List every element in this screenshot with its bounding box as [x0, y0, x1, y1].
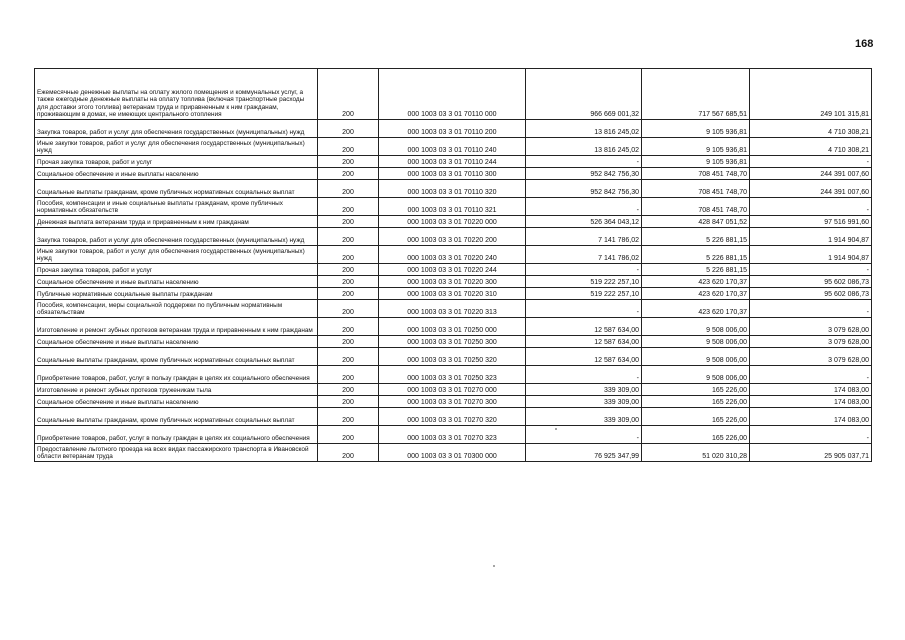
row-approved-amount: -: [526, 366, 642, 384]
row-name: Иные закупки товаров, работ и услуг для обеспечения государственных (муниципальных) нужд: [35, 246, 318, 264]
row-approved-amount: 13 816 245,02: [526, 120, 642, 138]
table-row: [35, 396, 872, 408]
row-line-code: 200: [318, 216, 379, 228]
row-executed-amount: 165 226,00: [642, 426, 750, 444]
row-approved-amount: -: [526, 426, 642, 444]
row-budget-code: 000 1003 03 3 01 70220 310: [379, 288, 526, 300]
row-approved-amount: -: [526, 156, 642, 168]
row-executed-amount: 9 508 006,00: [642, 318, 750, 336]
row-executed-amount: 165 226,00: [642, 396, 750, 408]
row-line-code: 200: [318, 120, 379, 138]
row-line-code: 200: [318, 366, 379, 384]
row-executed-amount: 423 620 170,37: [642, 300, 750, 318]
row-budget-code: 000 1003 03 3 01 70110 320: [379, 180, 526, 198]
row-approved-amount: 339 309,00: [526, 408, 642, 426]
row-budget-code: 000 1003 03 3 01 70110 000: [379, 69, 526, 120]
table-row: [35, 426, 872, 444]
table-row: [35, 228, 872, 246]
row-executed-amount: 717 567 685,51: [642, 69, 750, 120]
row-unexecuted-amount: 3 079 628,00: [750, 318, 872, 336]
table-row: [35, 180, 872, 198]
row-line-code: 200: [318, 444, 379, 462]
row-unexecuted-amount: 4 710 308,21: [750, 120, 872, 138]
row-executed-amount: 5 226 881,15: [642, 246, 750, 264]
scan-speck: [493, 565, 495, 567]
row-unexecuted-amount: 1 914 904,87: [750, 228, 872, 246]
row-name: Изготовление и ремонт зубных протезов труженикам тыла: [35, 384, 318, 396]
row-executed-amount: 51 020 310,28: [642, 444, 750, 462]
row-approved-amount: 526 364 043,12: [526, 216, 642, 228]
row-executed-amount: 9 508 006,00: [642, 348, 750, 366]
row-approved-amount: 339 309,00: [526, 384, 642, 396]
row-approved-amount: 76 925 347,99: [526, 444, 642, 462]
row-approved-amount: -: [526, 264, 642, 276]
row-line-code: 200: [318, 138, 379, 156]
row-unexecuted-amount: 1 914 904,87: [750, 246, 872, 264]
row-approved-amount: 7 141 786,02: [526, 228, 642, 246]
row-line-code: 200: [318, 300, 379, 318]
row-name: Социальные выплаты гражданам, кроме публичных нормативных социальных выплат: [35, 180, 318, 198]
row-line-code: 200: [318, 384, 379, 396]
row-budget-code: 000 1003 03 3 01 70110 240: [379, 138, 526, 156]
budget-execution-table: [34, 68, 872, 462]
page-number: 168: [855, 38, 874, 50]
row-line-code: 200: [318, 264, 379, 276]
row-line-code: 200: [318, 198, 379, 216]
row-unexecuted-amount: -: [750, 300, 872, 318]
table-row: [35, 69, 872, 120]
table-body: [35, 69, 872, 462]
row-name: Социальное обеспечение и иные выплаты населению: [35, 168, 318, 180]
row-budget-code: 000 1003 03 3 01 70270 320: [379, 408, 526, 426]
row-executed-amount: 9 105 936,81: [642, 138, 750, 156]
row-budget-code: 000 1003 03 3 01 70220 300: [379, 276, 526, 288]
row-executed-amount: 9 508 006,00: [642, 366, 750, 384]
row-executed-amount: 423 620 170,37: [642, 288, 750, 300]
table-row: [35, 288, 872, 300]
row-unexecuted-amount: 3 079 628,00: [750, 348, 872, 366]
scan-speck: [555, 428, 557, 430]
row-name: Социальные выплаты гражданам, кроме публичных нормативных социальных выплат: [35, 408, 318, 426]
row-name: Закупка товаров, работ и услуг для обеспечения государственных (муниципальных) нужд: [35, 120, 318, 138]
row-approved-amount: 339 309,00: [526, 396, 642, 408]
row-line-code: 200: [318, 180, 379, 198]
row-line-code: 200: [318, 276, 379, 288]
row-approved-amount: 519 222 257,10: [526, 276, 642, 288]
row-budget-code: 000 1003 03 3 01 70110 321: [379, 198, 526, 216]
row-budget-code: 000 1003 03 3 01 70220 313: [379, 300, 526, 318]
table-row: [35, 336, 872, 348]
row-line-code: 200: [318, 156, 379, 168]
row-budget-code: 000 1003 03 3 01 70110 200: [379, 120, 526, 138]
row-name: Социальное обеспечение и иные выплаты населению: [35, 276, 318, 288]
row-budget-code: 000 1003 03 3 01 70270 323: [379, 426, 526, 444]
table-row: [35, 156, 872, 168]
row-unexecuted-amount: 25 905 037,71: [750, 444, 872, 462]
row-line-code: 200: [318, 228, 379, 246]
row-approved-amount: 7 141 786,02: [526, 246, 642, 264]
row-line-code: 200: [318, 426, 379, 444]
row-line-code: 200: [318, 288, 379, 300]
row-approved-amount: 12 587 634,00: [526, 348, 642, 366]
table-row: [35, 366, 872, 384]
row-unexecuted-amount: -: [750, 366, 872, 384]
row-executed-amount: 165 226,00: [642, 408, 750, 426]
row-line-code: 200: [318, 408, 379, 426]
table-row: [35, 246, 872, 264]
row-name: Социальное обеспечение и иные выплаты населению: [35, 396, 318, 408]
row-name: Пособия, компенсации, меры социальной поддержки по публичным нормативным обязательствам: [35, 300, 318, 318]
table-row: [35, 198, 872, 216]
row-approved-amount: 12 587 634,00: [526, 336, 642, 348]
row-name: Иные закупки товаров, работ и услуг для обеспечения государственных (муниципальных) нужд: [35, 138, 318, 156]
table-row: [35, 444, 872, 462]
row-approved-amount: -: [526, 198, 642, 216]
row-approved-amount: 13 816 245,02: [526, 138, 642, 156]
row-budget-code: 000 1003 03 3 01 70270 300: [379, 396, 526, 408]
row-unexecuted-amount: -: [750, 264, 872, 276]
row-budget-code: 000 1003 03 3 01 70250 000: [379, 318, 526, 336]
row-budget-code: 000 1003 03 3 01 70270 000: [379, 384, 526, 396]
row-budget-code: 000 1003 03 3 01 70250 300: [379, 336, 526, 348]
row-executed-amount: 9 105 936,81: [642, 156, 750, 168]
row-line-code: 200: [318, 69, 379, 120]
row-name: Приобретение товаров, работ, услуг в пользу граждан в целях их социального обеспечения: [35, 366, 318, 384]
table-row: [35, 264, 872, 276]
row-unexecuted-amount: 174 083,00: [750, 384, 872, 396]
table-row: [35, 384, 872, 396]
row-unexecuted-amount: 244 391 007,60: [750, 180, 872, 198]
table-row: [35, 348, 872, 366]
row-budget-code: 000 1003 03 3 01 70220 200: [379, 228, 526, 246]
row-approved-amount: 12 587 634,00: [526, 318, 642, 336]
row-unexecuted-amount: 249 101 315,81: [750, 69, 872, 120]
table-row: [35, 276, 872, 288]
row-approved-amount: 519 222 257,10: [526, 288, 642, 300]
row-executed-amount: 5 226 881,15: [642, 264, 750, 276]
row-unexecuted-amount: 95 602 086,73: [750, 288, 872, 300]
row-executed-amount: 708 451 748,70: [642, 168, 750, 180]
row-budget-code: 000 1003 03 3 01 70110 300: [379, 168, 526, 180]
row-name: Ежемесячные денежные выплаты на оплату жилого помещения и коммунальных услуг, а также ежегодные денежные выплаты на оплату топлива (включая транспортные расходы для доставки этого топлива) ветеранам труда и приравненным к ним гражданам, проживающим в домах, не имеющих центрального отопления: [35, 69, 318, 120]
row-unexecuted-amount: 3 079 628,00: [750, 336, 872, 348]
row-line-code: 200: [318, 318, 379, 336]
row-unexecuted-amount: 97 516 991,60: [750, 216, 872, 228]
row-executed-amount: 165 226,00: [642, 384, 750, 396]
row-name: Закупка товаров, работ и услуг для обеспечения государственных (муниципальных) нужд: [35, 228, 318, 246]
row-name: Предоставление льготного проезда на всех видах пассажирского транспорта в Ивановской области ветеранам труда: [35, 444, 318, 462]
row-budget-code: 000 1003 03 3 01 70110 244: [379, 156, 526, 168]
row-name: Пособия, компенсации и иные социальные выплаты гражданам, кроме публичных нормативных обязательств: [35, 198, 318, 216]
table-row: [35, 408, 872, 426]
row-budget-code: 000 1003 03 3 01 70300 000: [379, 444, 526, 462]
row-budget-code: 000 1003 03 3 01 70250 320: [379, 348, 526, 366]
row-unexecuted-amount: 174 083,00: [750, 408, 872, 426]
table-row: [35, 318, 872, 336]
row-approved-amount: -: [526, 300, 642, 318]
row-name: Прочая закупка товаров, работ и услуг: [35, 156, 318, 168]
row-executed-amount: 428 847 051,52: [642, 216, 750, 228]
row-executed-amount: 9 508 006,00: [642, 336, 750, 348]
row-name: Социальное обеспечение и иные выплаты населению: [35, 336, 318, 348]
row-executed-amount: 708 451 748,70: [642, 198, 750, 216]
row-unexecuted-amount: -: [750, 198, 872, 216]
row-line-code: 200: [318, 168, 379, 180]
row-name: Социальные выплаты гражданам, кроме публичных нормативных социальных выплат: [35, 348, 318, 366]
row-unexecuted-amount: 95 602 086,73: [750, 276, 872, 288]
table-row: [35, 216, 872, 228]
table-row: [35, 168, 872, 180]
row-executed-amount: 708 451 748,70: [642, 180, 750, 198]
row-approved-amount: 952 842 756,30: [526, 180, 642, 198]
row-name: Изготовление и ремонт зубных протезов ветеранам труда и приравненным к ним гражданам: [35, 318, 318, 336]
row-name: Прочая закупка товаров, работ и услуг: [35, 264, 318, 276]
row-executed-amount: 9 105 936,81: [642, 120, 750, 138]
row-unexecuted-amount: 174 083,00: [750, 396, 872, 408]
table-row: [35, 120, 872, 138]
row-budget-code: 000 1003 03 3 01 70220 240: [379, 246, 526, 264]
row-budget-code: 000 1003 03 3 01 70220 000: [379, 216, 526, 228]
row-unexecuted-amount: 244 391 007,60: [750, 168, 872, 180]
row-name: Публичные нормативные социальные выплаты гражданам: [35, 288, 318, 300]
row-executed-amount: 5 226 881,15: [642, 228, 750, 246]
row-approved-amount: 966 669 001,32: [526, 69, 642, 120]
row-approved-amount: 952 842 756,30: [526, 168, 642, 180]
row-line-code: 200: [318, 246, 379, 264]
row-executed-amount: 423 620 170,37: [642, 276, 750, 288]
row-name: Приобретение товаров, работ, услуг в пользу граждан в целях их социального обеспечения: [35, 426, 318, 444]
row-unexecuted-amount: -: [750, 156, 872, 168]
row-unexecuted-amount: -: [750, 426, 872, 444]
row-line-code: 200: [318, 348, 379, 366]
row-budget-code: 000 1003 03 3 01 70220 244: [379, 264, 526, 276]
row-budget-code: 000 1003 03 3 01 70250 323: [379, 366, 526, 384]
row-name: Денежная выплата ветеранам труда и приравненным к ним гражданам: [35, 216, 318, 228]
table-row: [35, 138, 872, 156]
row-unexecuted-amount: 4 710 308,21: [750, 138, 872, 156]
table-row: [35, 300, 872, 318]
row-line-code: 200: [318, 336, 379, 348]
row-line-code: 200: [318, 396, 379, 408]
